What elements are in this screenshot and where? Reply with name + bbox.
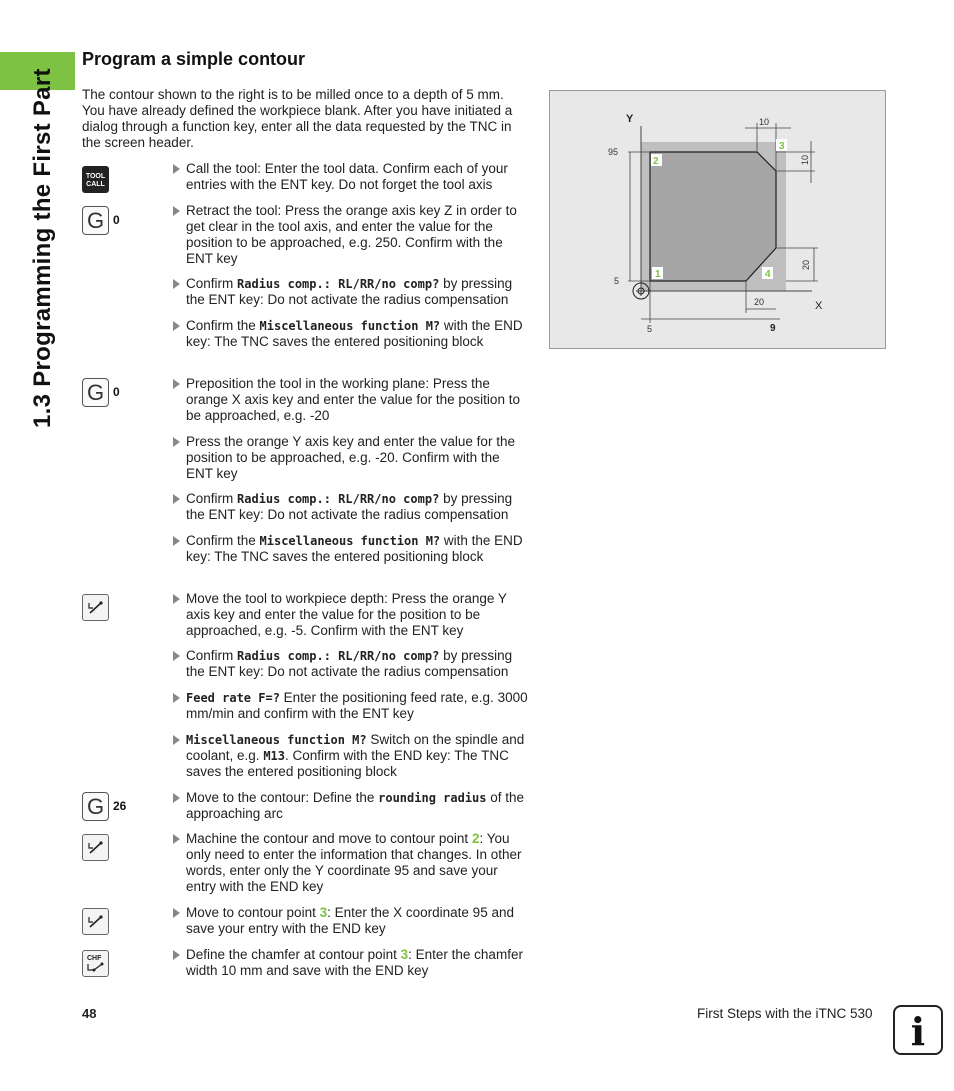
intro-paragraph: The contour shown to the right is to be milled once to a depth of 5 mm. You have already defined the workpiece blank. After you have initiated a dialog through a function key, enter all the data requested by the TNC in the screen header. (82, 87, 513, 150)
step-item: Machine the contour and move to contour point 2: You only need to enter the information that changes. In other words, enter only the Y coordinate 95 and save your entry with the END key (172, 831, 528, 895)
dim-95-bottom: 9 (770, 323, 776, 334)
dim-20-right: 20 (801, 259, 811, 270)
line-key[interactable] (82, 594, 109, 621)
contour-shape (650, 152, 776, 281)
point-1-label: 1 (655, 269, 661, 280)
bullet-triangle-icon (173, 908, 180, 918)
info-icon (893, 1005, 943, 1055)
bullet-triangle-icon (173, 437, 180, 447)
bullet-triangle-icon (173, 321, 180, 331)
step-item: Confirm Radius comp.: RL/RR/no comp? by pressing the ENT key: Do not activate the radius compensation (172, 276, 528, 308)
step-item: Confirm Radius comp.: RL/RR/no comp? by pressing the ENT key: Do not activate the radius compensation (172, 648, 528, 680)
dim-5-bottom: 5 (647, 324, 653, 334)
page-number: 48 (82, 1006, 97, 1021)
step-item: Miscellaneous function M? Switch on the spindle and coolant, e.g. M13. Confirm with the END key: The TNC saves the entered positioning block (172, 732, 528, 780)
step-item: Define the chamfer at contour point 3: Enter the chamfer width 10 mm and save with the END key (172, 947, 528, 979)
line-icon (83, 835, 108, 860)
svg-text:i: i (910, 1009, 926, 1053)
tool-call-key[interactable]: TOOL CALL (82, 166, 109, 193)
line-key[interactable] (82, 834, 109, 861)
dim-5-left: 5 (614, 276, 620, 286)
g-code-number: 26 (113, 799, 127, 813)
bullet-triangle-icon (173, 594, 180, 604)
g-key[interactable]: G (82, 792, 109, 821)
g-code-number: 0 (113, 385, 120, 399)
bullet-triangle-icon (173, 279, 180, 289)
step-item: Preposition the tool in the working plane: Press the orange X axis key and enter the value for the position to be approached, e.g. -20 (172, 376, 528, 424)
bullet-triangle-icon (173, 164, 180, 174)
axis-x-label: X (815, 300, 823, 312)
bullet-triangle-icon (173, 950, 180, 960)
step-item: Move to contour point 3: Enter the X coordinate 95 and save your entry with the END key (172, 905, 528, 937)
footer-title: First Steps with the iTNC 530 (697, 1006, 873, 1021)
step-item: Confirm the Miscellaneous function M? with the END key: The TNC saves the entered positioning block (172, 318, 528, 350)
bullet-triangle-icon (173, 735, 180, 745)
line-key[interactable] (82, 908, 109, 935)
dim-10-top: 10 (759, 117, 770, 127)
step-item: Call the tool: Enter the tool data. Confirm each of your entries with the ENT key. Do not forget the tool axis (172, 161, 528, 193)
dim-95-left: 95 (608, 147, 619, 157)
bullet-triangle-icon (173, 536, 180, 546)
bullet-triangle-icon (173, 379, 180, 389)
bullet-triangle-icon (173, 206, 180, 216)
step-item: Feed rate F=? Enter the positioning feed rate, e.g. 3000 mm/min and confirm with the ENT key (172, 690, 528, 722)
dim-10-right: 10 (800, 154, 810, 165)
bullet-triangle-icon (173, 651, 180, 661)
chapter-side-title: 1.3 Programming the First Part (29, 68, 56, 428)
g-key[interactable]: G (82, 206, 109, 235)
point-4-label: 4 (765, 269, 771, 280)
point-2-label: 2 (653, 156, 659, 167)
point-3-label: 3 (779, 141, 785, 152)
step-item: Confirm the Miscellaneous function M? with the END key: The TNC saves the entered positioning block (172, 533, 528, 565)
g-key[interactable]: G (82, 378, 109, 407)
line-icon (83, 909, 108, 934)
chamfer-icon (83, 951, 108, 976)
bullet-triangle-icon (173, 494, 180, 504)
bullet-triangle-icon (173, 793, 180, 803)
axis-y-label: Y (626, 113, 634, 125)
dim-20-bottom: 20 (754, 297, 765, 307)
step-item: Move the tool to workpiece depth: Press the orange Y axis key and enter the value for the position to be approached, e.g. -5. Confirm with the ENT key (172, 591, 528, 639)
step-item: Press the orange Y axis key and enter the value for the position to be approached, e.g. -20. Confirm with the ENT key (172, 434, 528, 482)
svg-text:CHF: CHF (87, 955, 102, 962)
step-item: Confirm Radius comp.: RL/RR/no comp? by pressing the ENT key: Do not activate the radius compensation (172, 491, 528, 523)
chamfer-key[interactable] (82, 950, 109, 977)
contour-figure (549, 90, 886, 349)
step-item: Move to the contour: Define the rounding radius of the approaching arc (172, 790, 528, 822)
bullet-triangle-icon (173, 693, 180, 703)
bullet-triangle-icon (173, 834, 180, 844)
g-code-number: 0 (113, 213, 120, 227)
step-item: Retract the tool: Press the orange axis key Z in order to get clear in the tool axis, and enter the value for the position to be approached, e.g. 250. Confirm with the ENT key (172, 203, 528, 267)
contour-drawing (550, 91, 887, 350)
line-icon (83, 595, 108, 620)
section-heading: Program a simple contour (82, 49, 306, 69)
